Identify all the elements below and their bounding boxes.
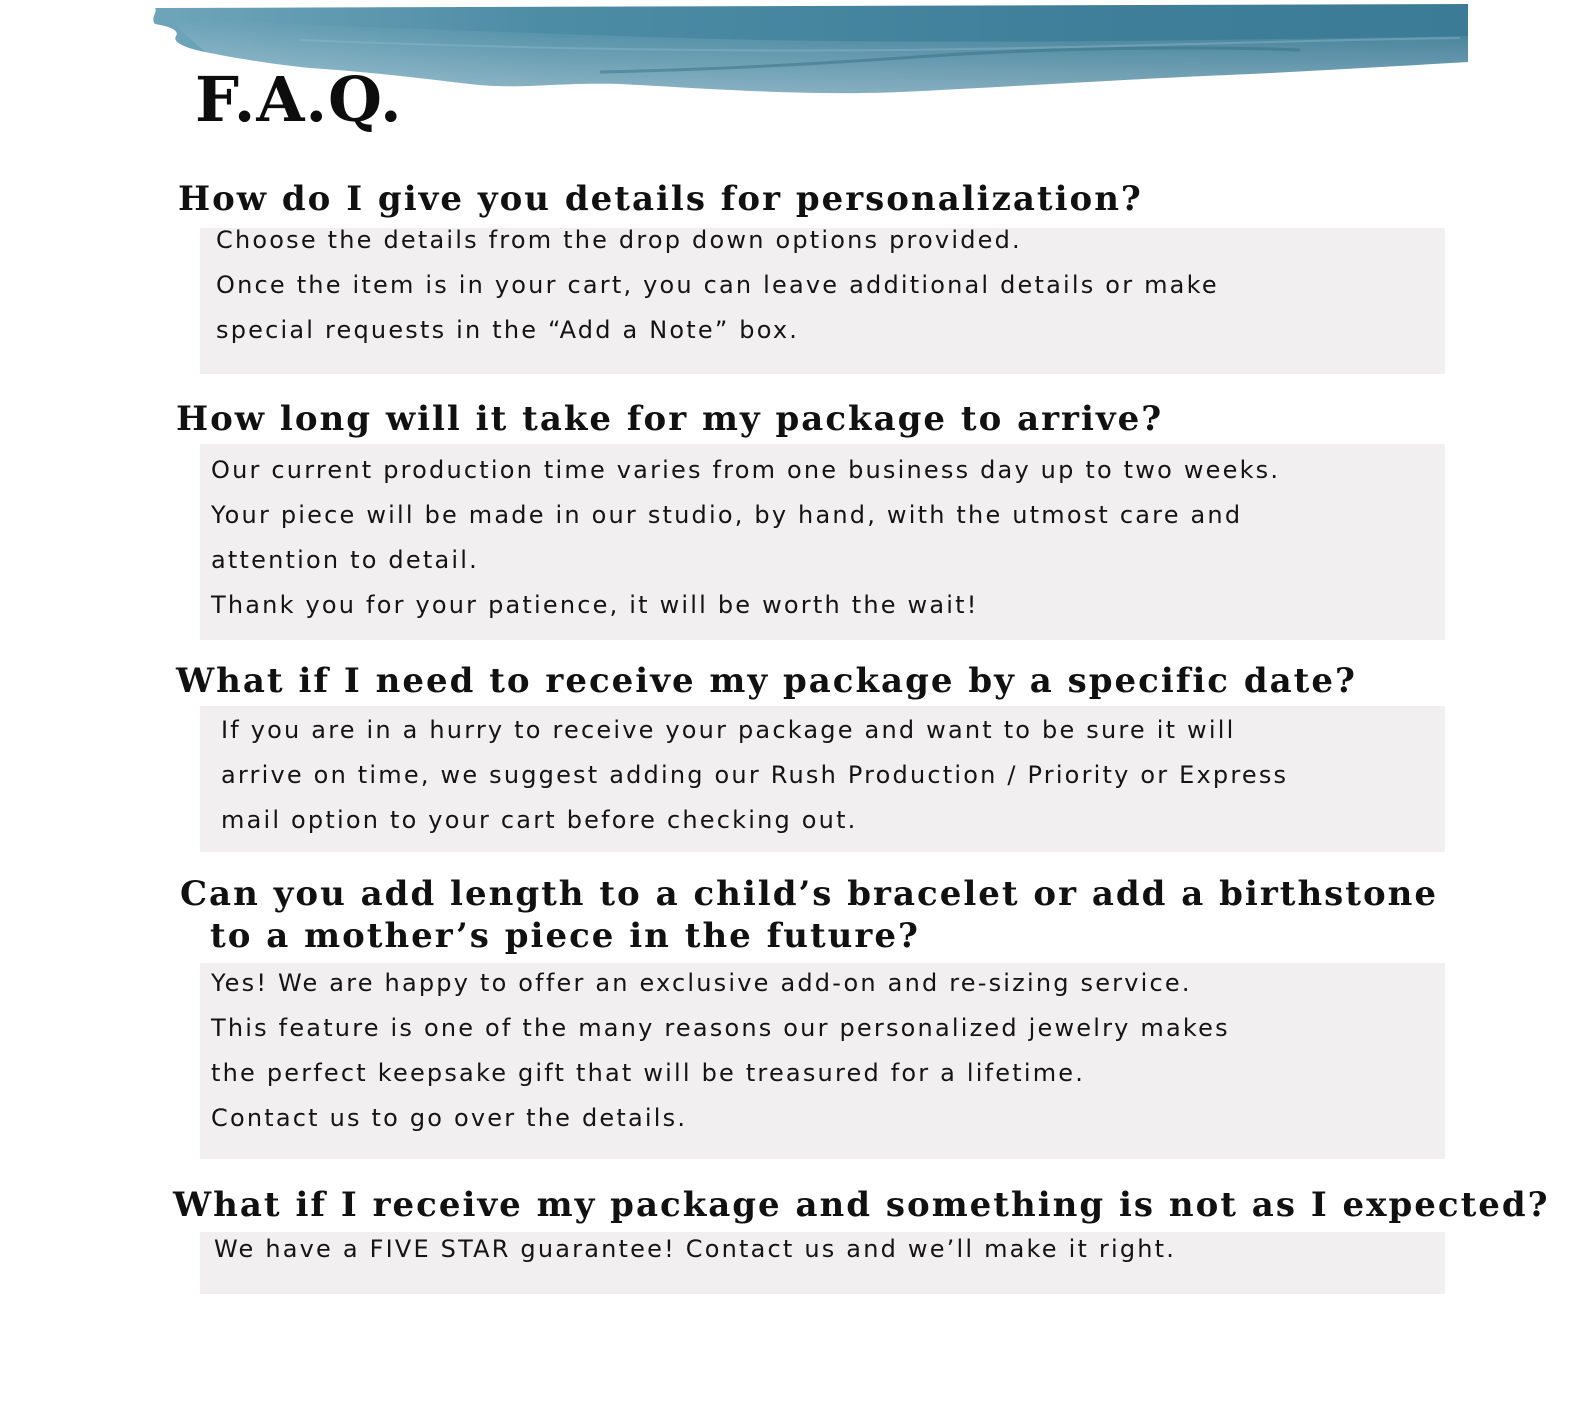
faq-question (178, 178, 1143, 220)
faq-answer-line: special requests in the “Add a Note” box. (216, 316, 800, 344)
faq-answer-line: We have a FIVE STAR guarantee! Contact us and we’ll make it right. (214, 1235, 1177, 1263)
faq-answer-box (200, 444, 1445, 640)
faq-answer-line: Your piece will be made in our studio, by hand, with the utmost care and (211, 501, 1243, 529)
faq-question (173, 1184, 1550, 1226)
faq-answer-line: mail option to your cart before checking out. (221, 806, 858, 834)
faq-answer-box (200, 963, 1445, 1159)
faq-answer-line: attention to detail. (211, 546, 479, 574)
faq-answer-line: Choose the details from the drop down options provided. (216, 226, 1022, 254)
faq-question-line: Can you add length to a child’s bracelet or add a birthstone (180, 874, 1439, 914)
faq-answer-line: the perfect keepsake gift that will be treasured for a lifetime. (211, 1059, 1086, 1087)
faq-answer-line: arrive on time, we suggest adding our Rush Production / Priority or Express (221, 761, 1289, 789)
faq-answer-line: Contact us to go over the details. (211, 1104, 688, 1132)
faq-question-line: How long will it take for my package to arrive? (176, 399, 1164, 439)
page-title: F.A.Q. (195, 63, 403, 136)
faq-answer-box (200, 706, 1445, 852)
faq-question-line: What if I need to receive my package by a specific date? (176, 661, 1357, 701)
faq-answer-line: Yes! We are happy to offer an exclusive add-on and re-sizing service. (211, 969, 1192, 997)
faq-answer-line: Thank you for your patience, it will be worth the wait! (211, 591, 979, 619)
faq-question (176, 660, 1357, 702)
faq-question (176, 398, 1163, 440)
faq-answer-line: This feature is one of the many reasons our personalized jewelry makes (211, 1014, 1230, 1042)
faq-question-line: How do I give you details for personalization? (178, 179, 1143, 219)
faq-answer-line: Once the item is in your cart, you can leave additional details or make (216, 271, 1219, 299)
faq-answer-line: Our current production time varies from one business day up to two weeks. (211, 456, 1281, 484)
faq-question-line: What if I receive my package and something is not as I expected? (173, 1185, 1550, 1225)
faq-answer-box (200, 1232, 1445, 1294)
faq-question (180, 873, 1438, 957)
faq-answer-box (200, 228, 1445, 374)
faq-answer-line: If you are in a hurry to receive your package and want to be sure it will (221, 716, 1236, 744)
faq-question-line: to a mother’s piece in the future? (210, 916, 920, 956)
